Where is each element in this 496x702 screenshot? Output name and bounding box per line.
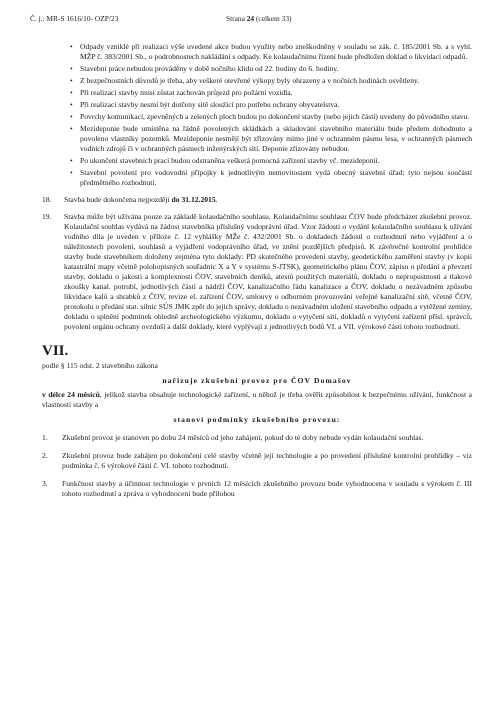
page-prefix: Strana <box>226 14 247 23</box>
bullet-item: • Povrchy komunikací, zpevněných a zelených ploch budou po dokončení stavby (nebo jejích částí) uvedeny do původního stavu. <box>80 112 472 122</box>
point-number: 19. <box>42 212 52 221</box>
bullet-item: • Při realizaci stavby musí zůstat zachován průjezd pro požární vozidla. <box>80 88 472 98</box>
point-18 <box>42 195 472 205</box>
page-suffix: (celkem 33) <box>254 14 292 23</box>
page-number: 24 <box>246 14 255 23</box>
point-number: 18. <box>42 195 52 204</box>
condition-text: Zkušební provoz bude zahájen po dokončení celé stavby včetně její technologie a po provedení příslušné kontrolní prohlídky – viz podmínka č. 6 výrokové části č. VI. tohoto rozhodnutí. <box>62 451 472 470</box>
condition-item <box>42 479 472 499</box>
condition-bullet-list <box>42 42 472 188</box>
conditions-title: stanoví podmínky zkušebního provozu: <box>173 415 341 424</box>
point-text-end: . <box>215 195 218 204</box>
section-title: VII. <box>42 343 69 359</box>
condition-item <box>42 433 472 443</box>
bullet-item: • Stavební práce nebudou prováděny v době nočního klidu od 22. hodiny do 6. hodiny. <box>80 64 472 74</box>
point-19 <box>42 212 472 332</box>
duration-bold: v délce 24 měsíců <box>42 390 100 399</box>
condition-text: Zkušební provoz je stanoven po dobu 24 měsíců od jeho zahájení, pokud do té doby nebude vydán kolaudační souhlas. <box>62 433 424 442</box>
bullet-item: • Při realizaci stavby nesmí být dotčeny sítě sloužící pro potřebu ochrany obyvatelstva. <box>80 100 472 110</box>
lead-text: , jelikož stavba obsahuje technologické zařízení, u něhož je třeba ověřit způsobilost k bezpečnému užívání, funkčnost a vlastnosti stavby a <box>42 390 472 409</box>
condition-number: 3. <box>42 479 48 488</box>
condition-text: Funkčnost stavby a účinnost technologie v prvních 12 měsících zkušebního provozu bude vyhodnocena v souladu s výrokem č. III tohoto rozhodnutí a zpráva o vyhodnocení bude přílohou <box>62 479 472 498</box>
bullet-item: • Po ukončení stavebních prací budou odstraněna veškerá pomocná zařízení stavby vč. mezideponií. <box>80 156 472 166</box>
completion-date: do 31.12.2015 <box>171 195 216 204</box>
point-text-lead: Stavba bude dokončena nejpozději <box>64 195 172 204</box>
reference-number: Č. j.: MR-S 1616/10- OZP/23 <box>30 14 119 23</box>
order-title: nařizuje zkušební provoz pro ČOV Domašov <box>162 376 352 385</box>
bullet-item: • Stavební povolení pro vodovodní přípojky k jednotlivým nemovitostem vydá obecný stavební úřad; tyto nejsou součástí předmětného rozhodnutí. <box>80 168 472 188</box>
point-text <box>64 195 472 205</box>
bullet-item: • Mezideponie bude umístěna na řádně povolených skládkách a skladování stavebního materiálu bude předem dohodnuto a povoleno vlastníky pozemků. Mezideponie nesmějí být zřizovány mimo jiné v ochranném pásmu lesa, v ochranných pásmech vodních zdrojů či v ochranných pásmech inženýrských sítí. Deponie zřizovány nebudou. <box>80 124 472 154</box>
document-body <box>42 42 472 499</box>
page-header <box>30 14 466 26</box>
section-subhead: podle § 115 odst. 2 stavebního zákona <box>42 361 158 370</box>
bullet-item: • Z bezpečnostních důvodů je třeba, aby veškeré otevřené výkopy byly ohrazeny a v nočních hodinách osvětleny. <box>80 76 472 86</box>
condition-number: 1. <box>42 433 48 442</box>
point-text: Stavba může být užívána pouze za základě kolaudačního souhlasu. Kolaudačnímu souhlasu ČOV bude předcházet zkušební provoz. Kolaudační souhlas vydává na žádost stavebníka příslušný vodoprávní úřad. Vzor žádosti o vydání kolaudačního souhlasu k užívání vodního díla je uveden v příloze č. 12 vyhlášky MŽe č. 432/2001 Sb. o dokladech žádosti o rozhodnutí nebo vyjádření a o náležitostech povolení, souhlasů a vyjádření vodoprávního úřad, ve znění pozdějších předpisů. K závěrečné kontrolní prohlídce stavby bude stavebníkem doloženy zejména tyto doklady: PD skutečného provedení stavby, geodetického zaměření stavby (v kopii katastrální mapy včetně polohopisných souřadnic X a Y v systému S-JTSK), geometrického plánu ČOV, zápisu o předání a převzetí stavby, dokladu o jakosti a komplexnosti ČOV, stavebních deníků, atestů použitých materiálů, dokladu o nepropustnosti a tlakové zkoušky kanal. potrubí, jednotlivých částí a nádrží ČOV, kanalizačního řádu kanalizace a ČOV, dokladu o nezávadném způsobu likvidace kalů a shrabků z ČOV, revize el. zařízení ČOV, smlouvy o odborném provozování veřejné kanalizační sítě, včetně ČOV, protokolu o předání stat. silnic SÚS JMK zpět do jejich správy, dokladu o nezávadném uložení stavebního odpadu a vytěžené zeminy, dokladu o splnění podmínek ohledně archeologického výzkumu, dokladu o vytyčení sítí, dokladů o vytyčení zařízení přísl. správců, povolení orgánu ochrany ovzduší a další doklady, které vyplývají z jednotlivých bodů VI. a VII. výrokové části tohoto rozhodnutí. <box>64 212 472 331</box>
condition-number: 2. <box>42 451 48 460</box>
bullet-item: • Odpady vzniklé při realizaci výše uvedené akce budou využity nebo zneškodněny v souladu se zák. č. 185/2001 Sb. a s vyhl. MŽP č. 383/2001 Sb., o podrobnostech nakládání s odpady. Ke kolaudačnímu řízení bude předložen doklad o likvidaci odpadů. <box>80 42 472 62</box>
order-lead-paragraph <box>42 390 472 410</box>
page-indicator <box>226 14 291 23</box>
condition-item <box>42 451 472 471</box>
